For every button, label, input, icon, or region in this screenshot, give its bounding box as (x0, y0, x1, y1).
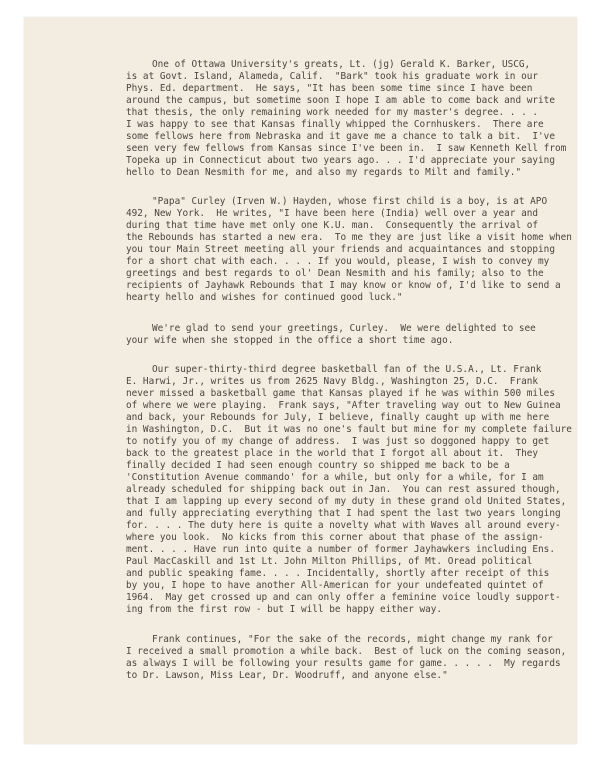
text-line: the Rebounds has started a new era. To me they are just like a visit home when (126, 232, 572, 243)
text-line: I was happy to see that Kansas finally whipped the Cornhuskers. There are (126, 119, 544, 130)
text-line: you tour Main Street meeting all your friends and acquaintances and stopping (126, 244, 555, 255)
text-line: greetings and best regards to ol' Dean Nesmith and his family; also to the (126, 268, 544, 279)
text-line: 'Constitution Avenue commando' for a while, but only for a while, for I am (126, 472, 544, 483)
text-line: and back, your Rebounds for July, I believe, finally caught up with me here (126, 412, 550, 423)
text-line: Our super-thirty-third degree basketball fan of the U.S.A., Lt. Frank (152, 364, 542, 375)
text-line: where you look. No kicks from this corner about that phase of the assign- (126, 532, 544, 543)
text-line: by you, I hope to have another All-American for your undefeated quintet of (126, 580, 544, 591)
text-line: around the campus, but sometime soon I hope I am able to come back and write (126, 95, 555, 106)
text-line: that thesis, the only remaining work needed for my master's degree. . . . (126, 107, 539, 118)
text-line: and fully appreciating everything that I had spent the last two years longing (126, 508, 561, 519)
text-line: in Washington, D.C. But it was no one's fault but mine for my complete failure (126, 424, 572, 435)
text-line: never missed a basketball game that Kansas played if he was within 500 miles (126, 388, 555, 399)
text-line: seen very few fellows from Kansas since I've been in. I saw Kenneth Kell from (126, 143, 567, 154)
text-line: recipients of Jayhawk Rebounds that I may know or know of, I'd like to send a (126, 280, 561, 291)
text-line: some fellows here from Nebraska and it gave me a chance to talk a bit. I've (126, 131, 555, 142)
text-line: as always I will be following your results game for game. . . . . My regards (126, 658, 561, 669)
text-line: your wife when she stopped in the office a short time ago. (126, 335, 454, 346)
text-line: for a short chat with each. . . . If you would, please, I wish to convey my (126, 256, 550, 267)
text-line: ing from the first row - but I will be happy either way. (126, 604, 443, 615)
text-line: to notify you of my change of address. I was just so doggoned happy to get (126, 436, 550, 447)
text-line: One of Ottawa University's greats, Lt. (jg) Gerald K. Barker, USCG, (152, 59, 531, 70)
text-line: finally decided I had seen enough country so shipped me back to be a (126, 460, 510, 471)
text-line: Topeka up in Connecticut about two years ago. . . I'd appreciate your saying (126, 155, 555, 166)
text-line: Paul MacCaskill and 1st Lt. John Milton Phillips, of Mt. Oread political (126, 556, 533, 567)
document-page (24, 17, 577, 744)
text-line: hearty hello and wishes for continued good luck." (126, 292, 403, 303)
text-line: 1964. May get crossed up and can only offer a feminine voice loudly support- (126, 592, 561, 603)
text-line: that I am lapping up every second of my duty in these grand old United States, (126, 496, 567, 507)
text-line: and public speaking fame. . . . Incidentally, shortly after receipt of this (126, 568, 550, 579)
text-line: of where we were playing. Frank says, "After traveling way out to New Guinea (126, 400, 561, 411)
text-line: back to the greatest place in the world that I forgot all about it. They (126, 448, 539, 459)
text-line: ment. . . . Have run into quite a number of former Jayhawkers including Ens. (126, 544, 555, 555)
text-line: during that time have met only one K.U. man. Consequently the arrival of (126, 220, 539, 231)
text-line: E. Harwi, Jr., writes us from 2625 Navy Bldg., Washington 25, D.C. Frank (126, 376, 539, 387)
text-line: Frank continues, "For the sake of the records, might change my rank for (152, 634, 553, 645)
text-line: We're glad to send your greetings, Curley. We were delighted to see (152, 323, 536, 334)
text-line: "Papa" Curley (Irven W.) Hayden, whose first child is a boy, is at APO (152, 196, 548, 207)
text-line: already scheduled for shipping back out in Jan. You can rest assured though, (126, 484, 561, 495)
text-line: I received a small promotion a while back. Best of luck on the coming season, (126, 646, 567, 657)
text-line: hello to Dean Nesmith for me, and also my regards to Milt and family." (126, 167, 522, 178)
text-line: Phys. Ed. department. He says, "It has been some time since I have been (126, 83, 533, 94)
text-line: is at Govt. Island, Alameda, Calif. "Bark" took his graduate work in our (126, 71, 539, 82)
text-line: for. . . . The duty here is quite a novelty what with Waves all around every- (126, 520, 561, 531)
text-line: to Dr. Lawson, Miss Lear, Dr. Woodruff, and anyone else." (126, 670, 448, 681)
text-line: 492, New York. He writes, "I have been here (India) well over a year and (126, 208, 539, 219)
